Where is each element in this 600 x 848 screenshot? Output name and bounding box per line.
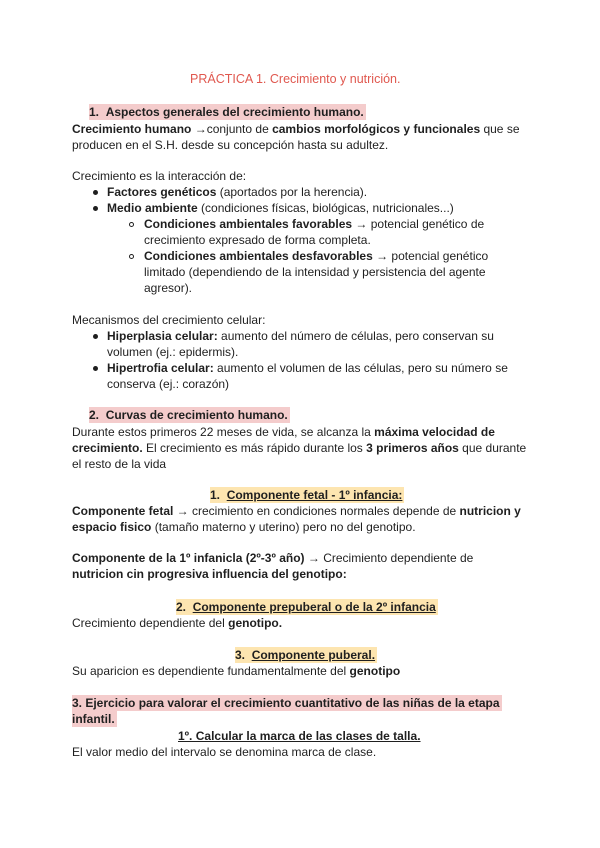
section-2-heading — [89, 407, 290, 423]
bullet-hiperplasia — [107, 328, 494, 344]
definition-term: Crecimiento humano — [72, 122, 192, 136]
section-2-title: Curvas de crecimiento humano — [105, 408, 285, 422]
definition-arrow: →conjunto de — [191, 122, 273, 136]
definition-line-1 — [72, 121, 520, 137]
bullet-factores — [107, 184, 367, 200]
fetal-bold: nutricion y — [459, 504, 521, 518]
sub-bullet-term: Condiciones ambientales favorables — [144, 217, 353, 231]
bullet-medio — [107, 200, 454, 216]
bullet-hipertrofia-line-2: conserva (ej.: corazón) — [107, 377, 230, 391]
bullet-icon — [93, 206, 98, 211]
subheading-number: 1. — [210, 488, 221, 502]
subheading-fetal — [210, 487, 404, 503]
infancy-bold: nutricion cin progresiva influencia del genotipo: — [72, 567, 347, 581]
fetal-line-2 — [72, 519, 416, 535]
curves-text: El crecimiento es más rápido durante los — [142, 441, 367, 455]
prepuberal-text — [72, 615, 282, 631]
puberal-text — [72, 663, 400, 679]
section-3-subheading — [178, 728, 421, 744]
bullet-hipertrofia — [107, 360, 508, 376]
sub-bullet-text: → potencial genético de — [352, 217, 485, 231]
bullet-icon — [93, 334, 98, 339]
definition-rest: que se — [480, 122, 520, 136]
section-3-subtitle: 1º. Calcular la marca de las clases de talla. — [178, 729, 421, 743]
fetal-term: Componente fetal — [72, 504, 174, 518]
definition-line-2: producen en el S.H. desde su concepción hasta su adultez. — [72, 138, 389, 152]
subheading-title: Componente fetal - 1º infancia: — [226, 488, 403, 502]
puberal-plain: Su aparicion es dependiente fundamentalmente del — [72, 664, 350, 678]
bullet-text: (condiciones físicas, biológicas, nutricionales...) — [197, 201, 454, 215]
bullet-text: aumento del número de células, pero conservan su — [217, 329, 494, 343]
section-1-heading — [89, 104, 366, 120]
definition-bold: cambios morfológicos y funcionales — [272, 122, 481, 136]
curves-text: que durante — [458, 441, 527, 455]
section-3-heading-line-2 — [72, 711, 117, 727]
sub-bullet-icon — [129, 222, 134, 227]
subheading-title: Componente prepuberal o de la 2º infancia — [192, 600, 436, 614]
sub-bullet-desfavorables — [144, 248, 488, 264]
bullet-icon — [93, 366, 98, 371]
curves-bold: crecimiento. — [72, 441, 143, 455]
fetal-text: (tamaño materno y uterino) pero no del genotipo. — [151, 520, 416, 534]
curves-text: Durante estos primeros 22 meses de vida, se alcanza la — [72, 425, 375, 439]
section-3-title: 3. Ejercicio para valorar el crecimiento cuantitativo de las niñas de la etapa — [72, 696, 500, 710]
section-3-heading-line-1 — [72, 695, 502, 711]
bullet-term: Hipertrofia celular: — [107, 361, 214, 375]
bullet-text: aumento el volumen de las células, pero su número se — [213, 361, 508, 375]
section-2-dot: . — [284, 408, 288, 422]
subheading-title: Componente puberal. — [251, 648, 376, 662]
section-3-title-cont: infantil. — [72, 712, 115, 726]
curves-para-line-3: el resto de la vida — [72, 457, 167, 471]
subheading-number: 3. — [235, 648, 246, 662]
section-2-number: 2. — [89, 408, 100, 422]
bullet-term: Factores genéticos — [107, 185, 217, 199]
fetal-bold: espacio fisico — [72, 520, 152, 534]
infancy-text: → Crecimiento dependiente de — [304, 551, 474, 565]
sub-bullet-text: → potencial genético — [372, 249, 489, 263]
infancy-line-2 — [72, 566, 347, 582]
bullet-text: (aportados por la herencia). — [216, 185, 368, 199]
infancy-line-1 — [72, 550, 473, 566]
puberal-bold: genotipo — [349, 664, 401, 678]
section-1-title: Aspectos generales del crecimiento humano. — [105, 105, 364, 119]
sub-bullet-favorables-line-2: crecimiento expresado de forma completa. — [144, 233, 371, 247]
curves-bold: máxima velocidad de — [374, 425, 495, 439]
interaction-intro: Crecimiento es la interacción de: — [72, 169, 247, 183]
sub-bullet-desfavorables-line-3: agresor). — [144, 281, 193, 295]
section-3-text: El valor medio del intervalo se denomina marca de clase. — [72, 745, 377, 759]
subheading-prepuberal — [176, 599, 438, 615]
page-title: PRÁCTICA 1. Crecimiento y nutrición. — [190, 72, 401, 86]
bullet-icon — [93, 190, 98, 195]
curves-bold: 3 primeros años — [366, 441, 459, 455]
subheading-number: 2. — [176, 600, 187, 614]
sub-bullet-favorables — [144, 216, 484, 232]
curves-para-line-2 — [72, 440, 526, 456]
fetal-line-1 — [72, 503, 521, 519]
sub-bullet-term: Condiciones ambientales desfavorables — [144, 249, 373, 263]
section-1-number: 1. — [89, 105, 100, 119]
curves-para-line-1 — [72, 424, 495, 440]
bullet-term: Medio ambiente — [107, 201, 198, 215]
fetal-text: → crecimiento en condiciones normales depende de — [173, 504, 460, 518]
bullet-term: Hiperplasia celular: — [107, 329, 218, 343]
infancy-term: Componente de la 1º infanicla (2º-3º año) — [72, 551, 305, 565]
sub-bullet-desfavorables-line-2: limitado (dependiendo de la intensidad y persistencia del agente — [144, 265, 486, 279]
prepuberal-plain: Crecimiento dependiente del — [72, 616, 229, 630]
sub-bullet-icon — [129, 254, 134, 259]
subheading-puberal — [235, 647, 377, 663]
bullet-hiperplasia-line-2: volumen (ej.: epidermis). — [107, 345, 239, 359]
prepuberal-bold: genotipo. — [228, 616, 283, 630]
mechanisms-intro: Mecanismos del crecimiento celular: — [72, 313, 266, 327]
